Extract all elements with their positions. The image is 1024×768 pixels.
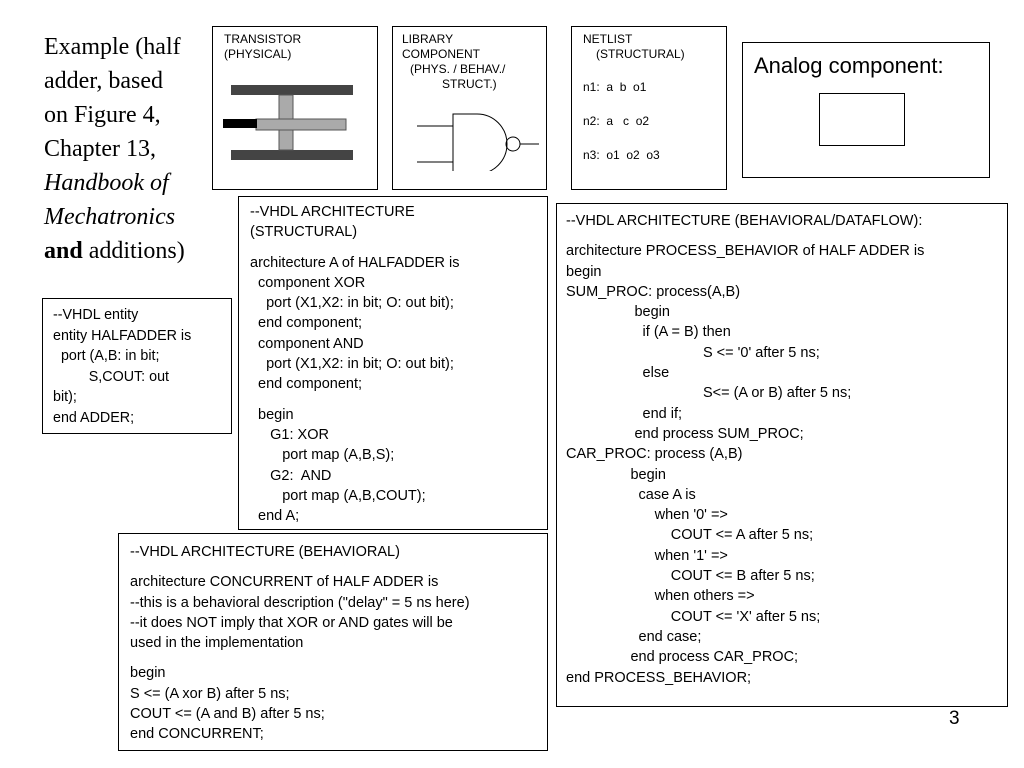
transistor-label: (PHYSICAL) xyxy=(224,47,292,61)
library-label: LIBRARY xyxy=(402,32,454,46)
title-bold-word: and xyxy=(44,238,83,264)
title-line-italic: Handbook of xyxy=(44,170,169,196)
code-header: --VHDL ARCHITECTURE (BEHAVIORAL) xyxy=(130,544,400,560)
code-line: end component; xyxy=(250,315,363,332)
code-line: S <= (A xor B) after 5 ns; xyxy=(130,685,290,702)
code-line: port (A,B: in bit; xyxy=(53,348,160,364)
code-line: component XOR xyxy=(250,274,366,291)
code-line: end ADDER; xyxy=(53,409,135,426)
code-line: end component; xyxy=(250,376,363,393)
vhdl-dataflow-box xyxy=(556,203,1008,707)
code-line: begin xyxy=(130,665,166,682)
code-line: begin xyxy=(566,263,602,280)
code-header: --VHDL ARCHITECTURE xyxy=(250,204,415,220)
title-line: Chapter 13, xyxy=(44,136,156,162)
nand-gate-icon xyxy=(417,111,542,171)
code-line: else xyxy=(566,365,670,382)
code-line: COUT <= A after 5 ns; xyxy=(566,527,814,544)
code-line: --it does NOT imply that XOR or AND gates will be xyxy=(130,614,453,631)
code-line: port (X1,X2: in bit; O: out bit); xyxy=(250,295,454,312)
code-line: used in the implementation xyxy=(130,635,304,652)
code-line: port map (A,B,COUT); xyxy=(250,487,426,504)
library-label: STRUCT.) xyxy=(442,77,497,91)
code-header: --VHDL ARCHITECTURE (BEHAVIORAL/DATAFLOW): xyxy=(566,213,923,229)
code-line: end PROCESS_BEHAVIOR; xyxy=(566,669,752,686)
code-line: architecture PROCESS_BEHAVIOR of HALF ADDER is xyxy=(566,243,925,260)
transistor-label: TRANSISTOR xyxy=(224,32,302,46)
code-line: end if; xyxy=(566,405,683,422)
code-line: component AND xyxy=(250,335,364,352)
code-line: end case; xyxy=(566,628,702,645)
netlist-entry: n1: a b o1 xyxy=(583,80,647,94)
code-line: --this is a behavioral description ("delay" = 5 ns here) xyxy=(130,594,470,611)
analog-label: Analog component: xyxy=(754,53,944,78)
transistor-diagram xyxy=(221,82,371,172)
code-line: begin xyxy=(250,406,294,423)
netlist-box xyxy=(571,26,727,190)
code-line: S,COUT: out xyxy=(53,368,169,385)
code-line: S<= (A or B) after 5 ns; xyxy=(566,385,852,402)
netlist-label: NETLIST xyxy=(583,32,633,46)
title-line-italic: Mechatronics xyxy=(44,204,176,230)
netlist-label: (STRUCTURAL) xyxy=(596,47,685,61)
vhdl-structural-box xyxy=(238,196,548,530)
title-line: Example (half xyxy=(44,34,181,60)
vhdl-entity-box xyxy=(42,298,232,434)
code-line: SUM_PROC: process(A,B) xyxy=(566,283,741,300)
code-line: S <= '0' after 5 ns; xyxy=(566,344,820,361)
netlist-entry: n2: a c o2 xyxy=(583,114,650,128)
vhdl-behavioral-box xyxy=(118,533,548,751)
library-label: COMPONENT xyxy=(402,47,480,61)
page-number: 3 xyxy=(949,708,960,729)
code-line: begin xyxy=(566,466,666,483)
code-header: (STRUCTURAL) xyxy=(250,224,358,241)
code-line: if (A = B) then xyxy=(566,324,731,341)
transistor-box xyxy=(212,26,378,190)
code-line: entity HALFADDER is xyxy=(53,327,192,344)
code-line: COUT <= 'X' after 5 ns; xyxy=(566,608,821,625)
library-component-box xyxy=(392,26,547,190)
code-line: G2: AND xyxy=(250,467,332,484)
slide-title xyxy=(44,30,216,268)
code-line: end process CAR_PROC; xyxy=(566,649,799,666)
library-label: (PHYS. / BEHAV./ xyxy=(410,62,506,76)
code-line: when '1' => xyxy=(566,547,728,564)
analog-component-symbol xyxy=(819,93,905,146)
netlist-entry: n3: o1 o2 o3 xyxy=(583,148,660,162)
code-line: end A; xyxy=(250,508,300,525)
code-line: architecture CONCURRENT of HALF ADDER is xyxy=(130,574,439,591)
code-line: end CONCURRENT; xyxy=(130,726,264,743)
code-line: end process SUM_PROC; xyxy=(566,425,804,442)
code-line: port map (A,B,S); xyxy=(250,447,395,464)
code-line: CAR_PROC: process (A,B) xyxy=(566,446,743,463)
code-line: architecture A of HALFADDER is xyxy=(250,254,460,271)
code-line: when '0' => xyxy=(566,507,728,524)
code-line: --VHDL entity xyxy=(53,307,139,323)
code-line: case A is xyxy=(566,486,696,503)
code-line: bit); xyxy=(53,389,77,405)
title-line-rest: additions) xyxy=(82,238,185,264)
code-line: COUT <= B after 5 ns; xyxy=(566,568,815,585)
code-line: port (X1,X2: in bit; O: out bit); xyxy=(250,356,454,373)
code-line: G1: XOR xyxy=(250,426,329,443)
code-line: when others => xyxy=(566,588,755,605)
title-line xyxy=(44,234,216,268)
analog-component-box xyxy=(742,42,990,178)
code-line: COUT <= (A and B) after 5 ns; xyxy=(130,706,325,723)
title-line: adder, based xyxy=(44,68,163,94)
title-line: on Figure 4, xyxy=(44,102,161,128)
code-line: begin xyxy=(566,304,670,321)
